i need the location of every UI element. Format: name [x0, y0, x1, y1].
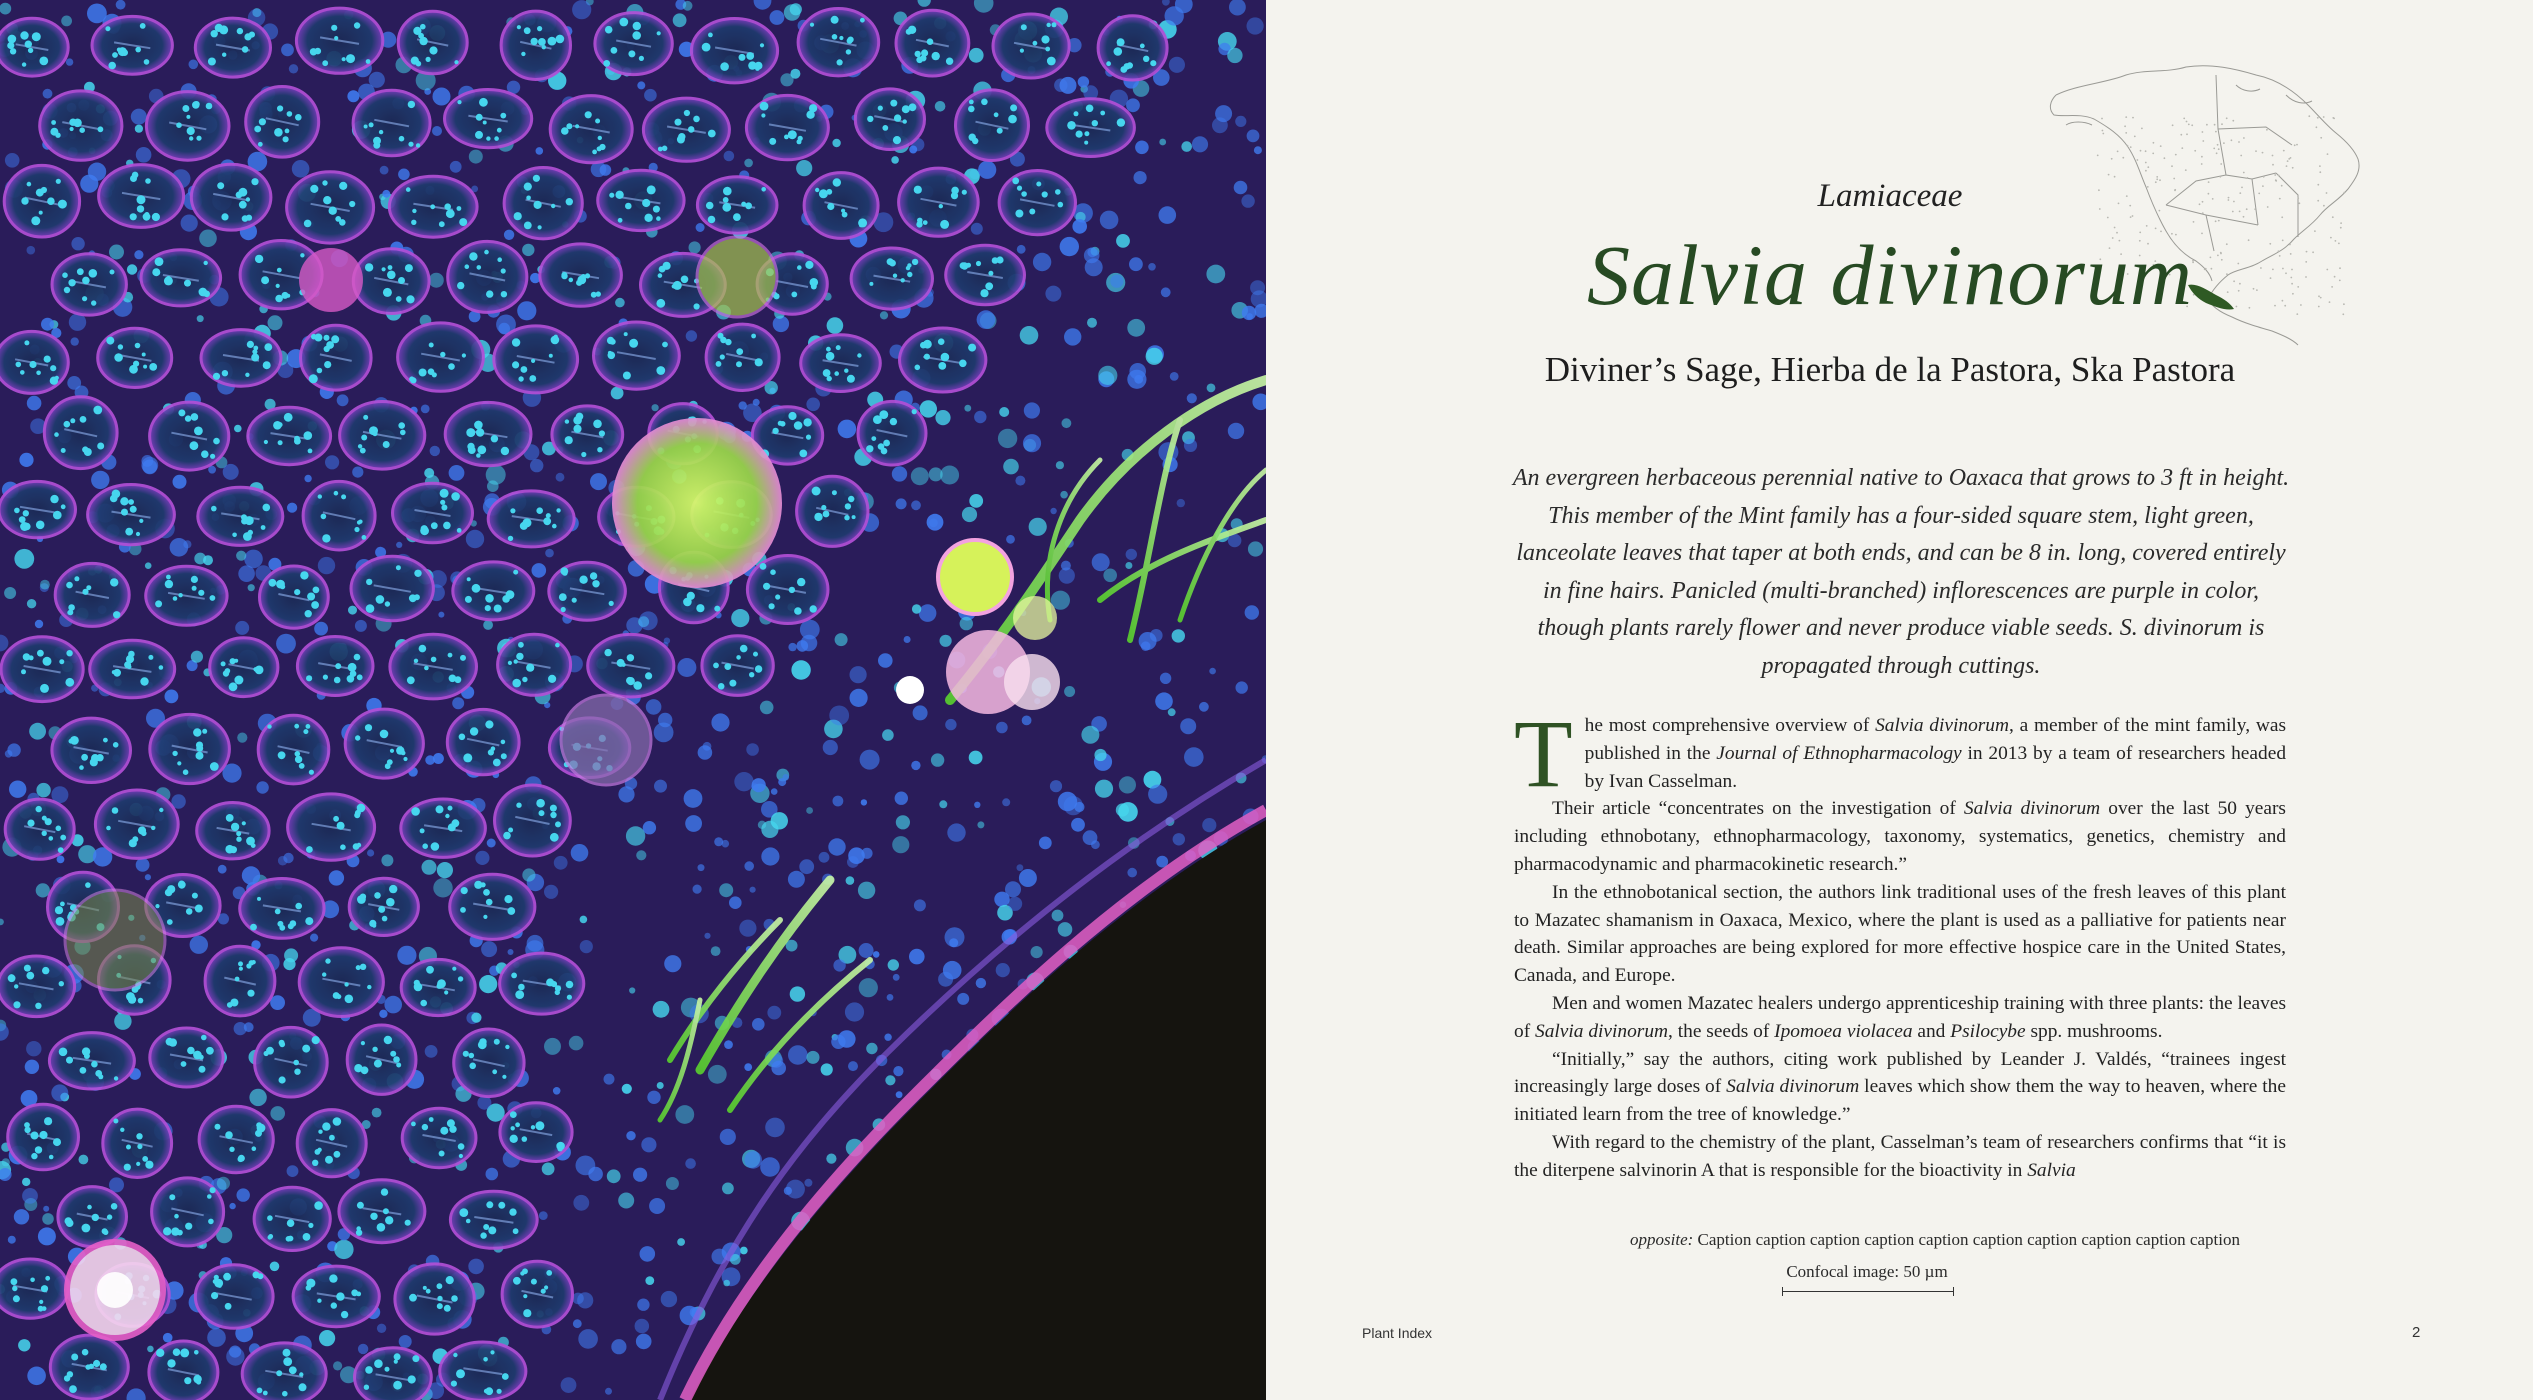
paragraph-3: In the ethnobotanical section, the authors link traditional uses of the fresh leaves of this plant to Mazatec shamanism in Oaxaca, Mexico, where the plant is used as a palliative for patients near death. Similar approaches are being explored for more effective hospice care in the United States, Canada, and Europe. — [1514, 881, 2286, 987]
paragraph-2: Their article “concentrates on the investigation of Salvia divinorum over the last 50 years including ethnobotany, ethnopharmacology, taxonomy, systematics, genetics, chemistry and pharmacodynamic and pharmacokinetic research.” — [1514, 798, 2286, 875]
article-body — [1514, 700, 2287, 1185]
paragraph-5: “Initially,” say the authors, citing work published by Leander J. Valdés, “trainees ingest increasingly large doses of Salvia divinorum leaves which show them the way to heaven, where the initiated learn from the tree of knowledge.” — [1514, 1048, 2286, 1126]
plant-description: An evergreen herbaceous perennial native to Oaxaca that grows to 3 ft in height. This member of the Mint family has a four-sided square stem, light green, lanceolate leaves that taper at both ends, and can be 8 in. long, covered entirely in fine hairs. Panicled (multi-branched) inflorescences are purple in color, though plants rarely flower and never produce viable seeds. S. divinorum is propagated through cuttings. — [1512, 465, 2290, 679]
paragraph-1: The most comprehensive overview of Salvia divinorum, a member of the mint family, was published in the Journal of Ethnopharmacology in 2013 by a team of researchers headed by Ivan Casselman. — [1514, 700, 2287, 807]
micrograph-image — [0, 0, 1266, 1400]
caption-lead: opposite: — [1630, 1230, 1694, 1249]
text-page — [1266, 0, 2533, 1400]
confocal-micrograph — [0, 0, 1266, 1400]
paragraph-4: Men and women Mazatec healers undergo apprenticeship training with three plants: the leaves of Salvia divinorum, the seeds of Ipomoea violacea and Psilocybe spp. mushrooms. — [1514, 992, 2286, 1042]
figure-caption — [1266, 1230, 2533, 1250]
family-name: Lamiaceae — [1817, 178, 1963, 214]
scale-label: Confocal image: 50 µm — [1786, 1262, 1948, 1281]
common-names: Diviner’s Sage, Hierba de la Pastora, Ska Pastora — [1544, 350, 2236, 389]
caption-text: Caption caption caption caption caption caption caption caption caption caption — [1693, 1230, 2240, 1249]
species-title: Salvia divinorum — [1587, 227, 2193, 323]
scale-bar — [1782, 1291, 1954, 1292]
footer-section-label: Plant Index — [1362, 1325, 1433, 1341]
page-number: 2 — [2412, 1324, 2421, 1341]
drop-cap: T — [1514, 700, 1573, 807]
paragraph-6: With regard to the chemistry of the plant, Casselman’s team of researchers confirms that “it is the diterpene salvinorin A that is responsible for the bioactivity in Salvia — [1514, 1131, 2286, 1181]
